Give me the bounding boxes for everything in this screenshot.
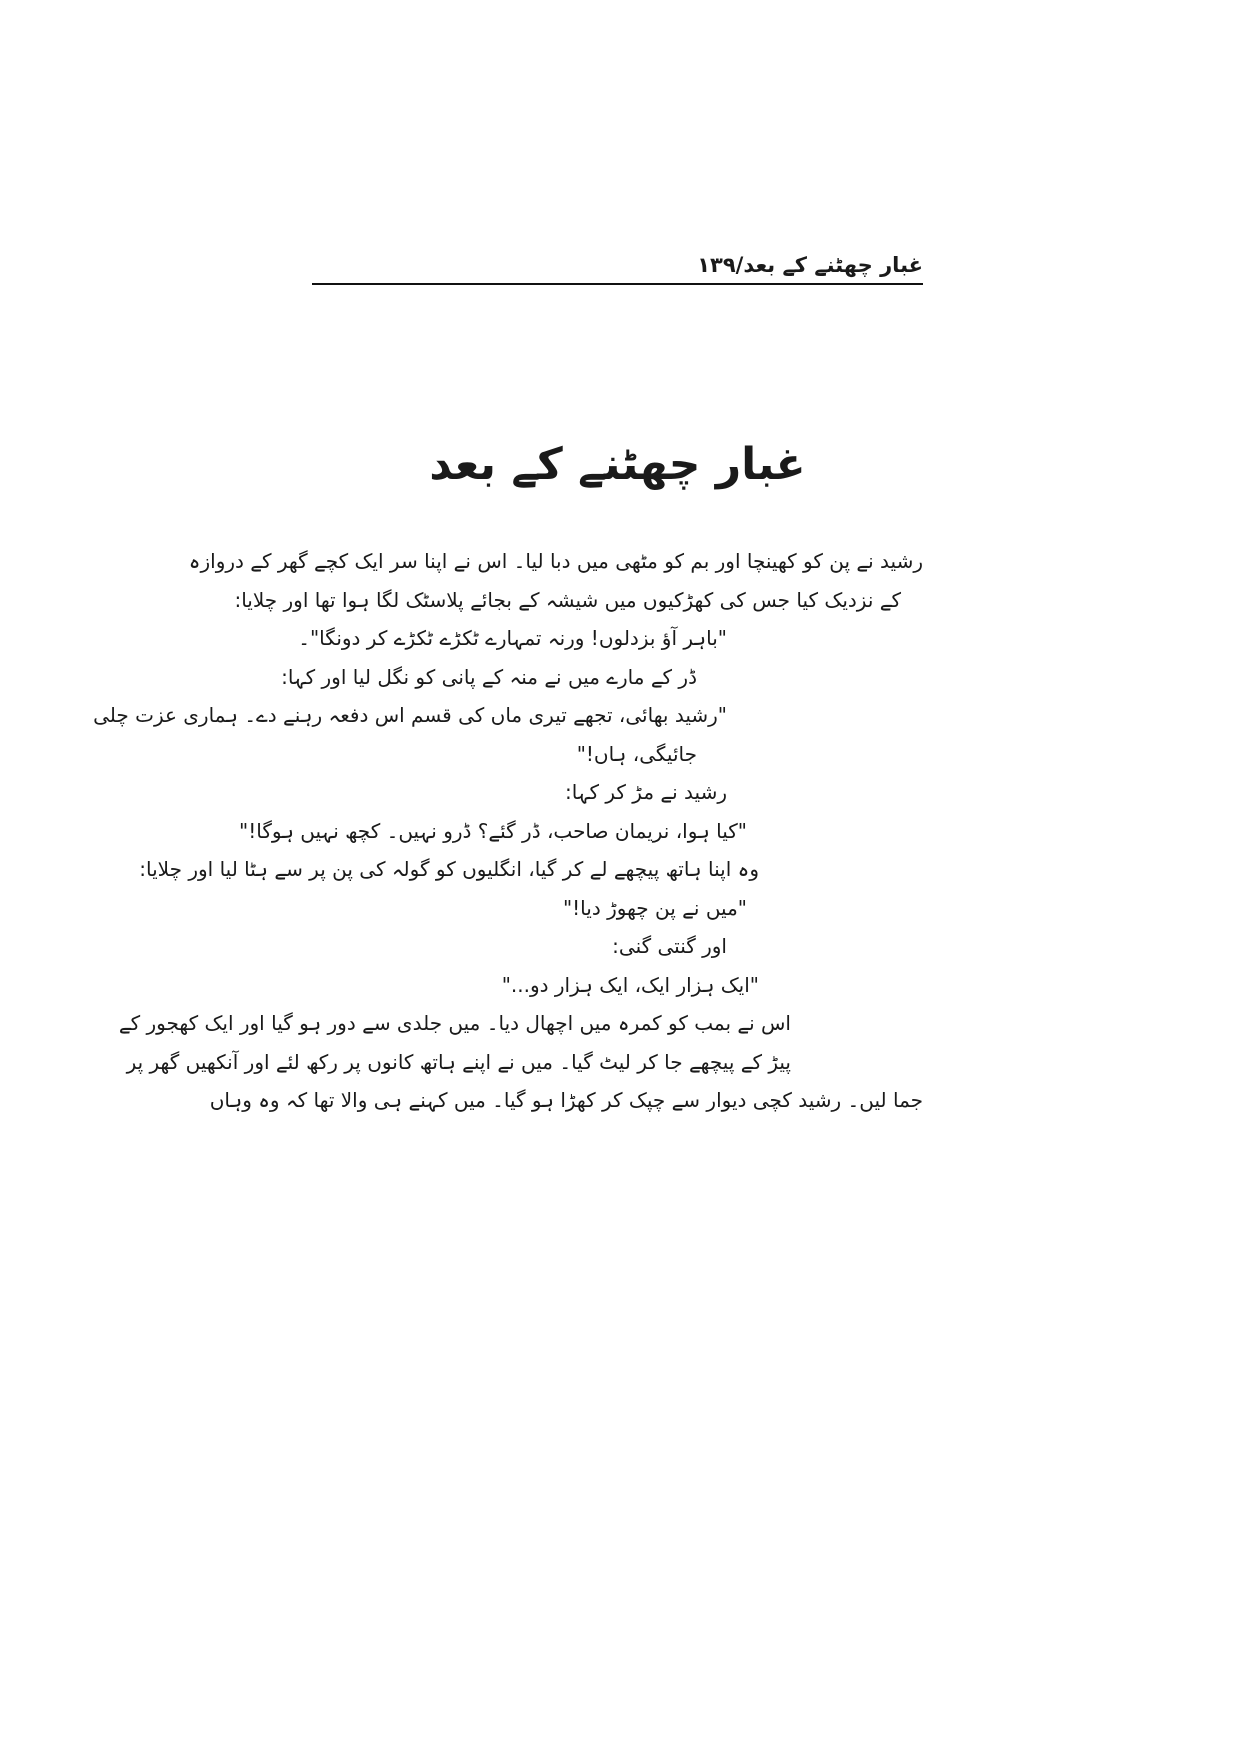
- text-line: وہ اپنا ہاتھ پیچھے لے کر گیا، انگلیوں کو گولہ کی پن پر سے ہٹا لیا اور چلایا:: [139, 857, 759, 881]
- text-line: اس نے بمب کو کمرہ میں اچھال دیا۔ میں جلدی سے دور ہو گیا اور ایک کھجور کے: [118, 1011, 791, 1035]
- text-line: کے نزدیک کیا جس کی کھڑکیوں میں شیشہ کے بجائے پلاسٹک لگا ہوا تھا اور چلایا:: [234, 587, 901, 612]
- text-line: رشید نے مڑ کر کہا:: [564, 780, 727, 804]
- text-line: جائیگی، ہاں!": [576, 741, 697, 766]
- text-line: "ایک ہزار ایک، ایک ہزار دو...": [501, 972, 759, 997]
- text-line: "کیا ہوا، نریمان صاحب، ڈر گئے؟ ڈرو نہیں۔ کچھ نہیں ہوگا!": [239, 818, 747, 843]
- text-line: "باہر آؤ بزدلوں! ورنہ تمہارے ٹکڑے ٹکڑے کر دونگا"۔: [298, 626, 727, 650]
- text-line: رشید نے پن کو کھینچا اور بم کو مٹھی میں دبا لیا۔ اس نے اپنا سر ایک کچے گھر کے دروازہ: [188, 549, 923, 573]
- text-line: "رشید بھائی، تجھے تیری ماں کی قسم اس دفعہ رہنے دے۔ ہماری عزت چلی: [93, 703, 727, 727]
- header-rule: [312, 283, 923, 285]
- chapter-title: غبار چھٹنے کے بعد: [429, 439, 806, 490]
- text-line: اور گنتی گنی:: [612, 934, 727, 958]
- text-line: ڈر کے مارے میں نے منہ کے پانی کو نگل لیا اور کہا:: [281, 664, 697, 689]
- text-line: "میں نے پن چھوڑ دیا!": [562, 895, 747, 920]
- text-line: جما لیں۔ رشید کچی دیوار سے چپک کر کھڑا ہو گیا۔ میں کہنے ہی والا تھا کہ وہ وہاں: [209, 1088, 923, 1112]
- running-header: غبار چھٹنے کے بعد/۱۳۹: [697, 253, 923, 277]
- text-line: پیڑ کے پیچھے جا کر لیٹ گیا۔ میں نے اپنے ہاتھ کانوں پر رکھ لئے اور آنکھیں گھر پر: [126, 1049, 791, 1074]
- body-text: [93, 542, 923, 1120]
